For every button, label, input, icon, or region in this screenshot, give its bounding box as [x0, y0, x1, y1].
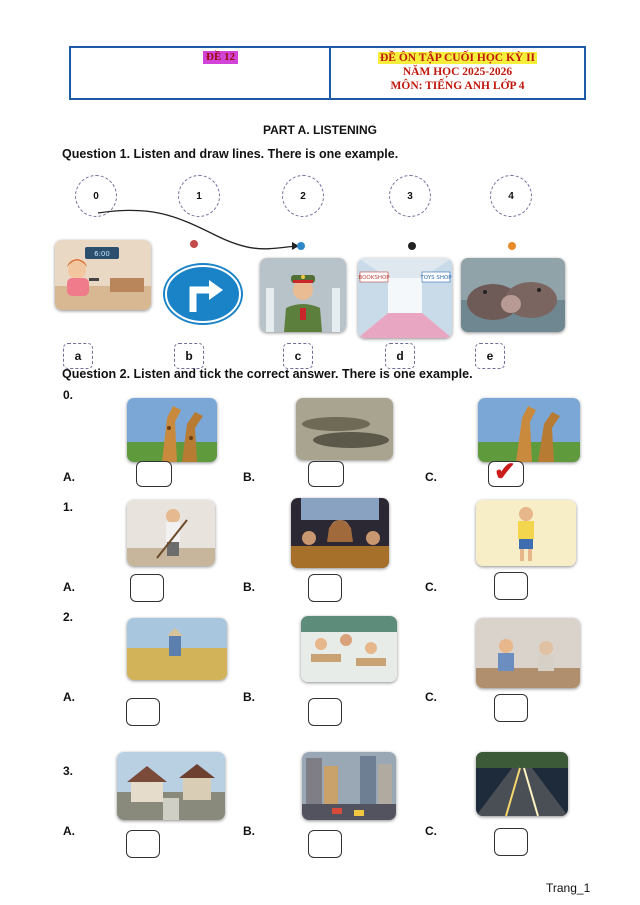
number-circle-1: 1 [178, 175, 220, 217]
number-circle-3: 3 [389, 175, 431, 217]
item-1-picture-b-cinema [291, 498, 389, 568]
item-2-option-b: B. [243, 690, 255, 704]
item-0-option-a: A. [63, 470, 75, 484]
item-2-picture-b-classroom [301, 616, 397, 682]
item-0-tickbox-a[interactable] [136, 461, 172, 487]
item-1-tickbox-a[interactable] [130, 574, 164, 602]
svg-text:TOYS SHOP: TOYS SHOP [420, 275, 452, 281]
question2-title: Question 2. Listen and tick the correct answer. There is one example. [62, 367, 473, 381]
item-0-option-c: C. [425, 470, 437, 484]
svg-text:6:00: 6:00 [94, 250, 110, 258]
svg-text:BOOKSHOP: BOOKSHOP [358, 275, 390, 281]
page-footer: Trang_1 [546, 881, 591, 895]
item-1-picture-a-sweeping [127, 500, 215, 566]
item-1-tickbox-b[interactable] [308, 574, 342, 602]
item-1-tickbox-c[interactable] [494, 572, 528, 600]
item-2-tickbox-b[interactable] [308, 698, 342, 726]
item-3-picture-a-village [117, 752, 225, 820]
item-3-tickbox-a[interactable] [126, 830, 160, 858]
item-2-option-a: A. [63, 690, 75, 704]
item-3-option-b: B. [243, 824, 255, 838]
dot-1 [190, 240, 198, 248]
picture-b-turn-right-sign [161, 262, 245, 326]
item-3-picture-c-highway [476, 752, 568, 816]
item-3-option-c: C. [425, 824, 437, 838]
item-1-option-b: B. [243, 580, 255, 594]
item-2-option-c: C. [425, 690, 437, 704]
letter-box-c: c [283, 343, 313, 369]
number-circle-0: 0 [75, 175, 117, 217]
item-1-option-a: A. [63, 580, 75, 594]
subject: MÔN: TIẾNG ANH LỚP 4 [390, 80, 525, 92]
question1-title: Question 1. Listen and draw lines. There is one example. [62, 147, 399, 161]
number-circle-4: 4 [490, 175, 532, 217]
item-3-tickbox-c[interactable] [494, 828, 528, 856]
item-0-option-b: B. [243, 470, 255, 484]
item-2-picture-c-elderly-home [476, 618, 580, 688]
picture-a-girl-tv [55, 240, 151, 310]
item-2-number: 2. [63, 610, 74, 624]
exam-code: ĐỀ 12 [203, 51, 238, 64]
picture-e-hippos [461, 258, 565, 332]
example-checkmark: ✔ [494, 456, 516, 486]
item-1-number: 1. [63, 500, 74, 514]
letter-box-a: a [63, 343, 93, 369]
picture-d-shops [358, 258, 452, 338]
dot-3 [408, 242, 416, 250]
dot-4 [508, 242, 516, 250]
letter-box-b: b [174, 343, 204, 369]
exam-title: ĐỀ ÔN TẬP CUỐI HỌC KỲ II [379, 52, 536, 64]
part-title: PART A. LISTENING [263, 123, 377, 137]
item-0-number: 0. [63, 388, 74, 402]
item-3-number: 3. [63, 764, 74, 778]
dot-2 [297, 242, 305, 250]
item-3-picture-b-city [302, 752, 396, 820]
item-2-tickbox-c[interactable] [494, 694, 528, 722]
item-0-tickbox-b[interactable] [308, 461, 344, 487]
item-0-picture-a-giraffes [127, 398, 217, 462]
item-0-picture-c-giraffes [478, 398, 580, 462]
picture-c-police-officer [260, 258, 346, 332]
letter-box-d: d [385, 343, 415, 369]
item-1-option-c: C. [425, 580, 437, 594]
number-circle-2: 2 [282, 175, 324, 217]
letter-box-e: e [475, 343, 505, 369]
item-3-tickbox-b[interactable] [308, 830, 342, 858]
item-2-picture-a-farmer [127, 618, 227, 680]
school-year: NĂM HỌC 2025-2026 [402, 66, 513, 78]
item-0-picture-b-crocodiles [296, 398, 393, 460]
item-1-picture-c-boy-walking [476, 500, 576, 566]
item-2-tickbox-a[interactable] [126, 698, 160, 726]
item-3-option-a: A. [63, 824, 75, 838]
